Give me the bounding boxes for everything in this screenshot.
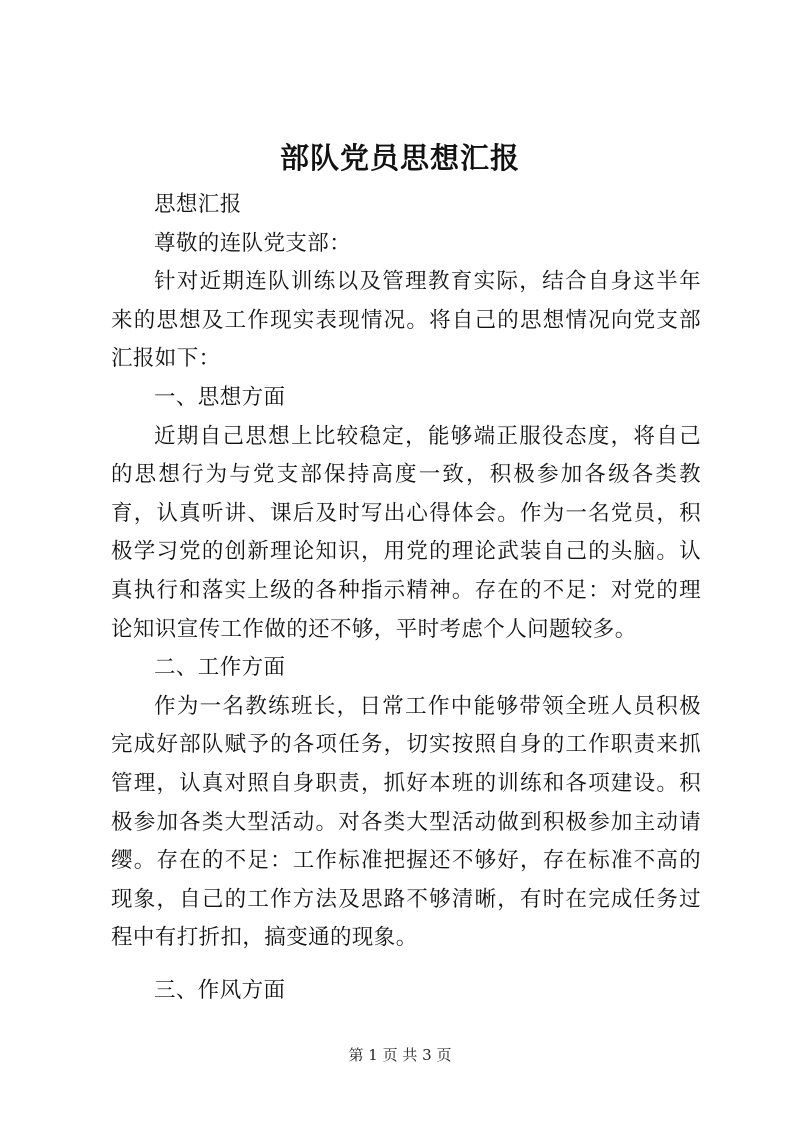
section-heading-work: 二、工作方面 <box>154 655 286 681</box>
paragraph-heading-report: 思想汇报 <box>154 192 242 217</box>
page-footer: 第 1 页 共 3 页 <box>348 1046 452 1064</box>
paragraph-salutation: 尊敬的连队党支部： <box>154 230 352 256</box>
paragraph-intro: 针对近期连队训练以及管理教育实际，结合自身这半年来的思想及工作现实表现情况。将自己的思想情况向党支部汇报如下： <box>111 269 701 372</box>
paragraph-thought: 近期自己思想上比较稳定，能够端正服役态度，将自己的思想行为与党支部保持高度一致，积极参加各级各类教育，认真听讲、课后及时写出心得体会。作为一名党员，积极学习党的创新理论知识，用党的理论武装自己的头脑。认真执行和落实上级的各种指示精神。存在的不足：对党的理论知识宣传工作做的还不够，平时考虑个人问题较多。 <box>111 423 701 642</box>
paragraph-work: 作为一名教练班长，日常工作中能够带领全班人员积极完成好部队赋予的各项任务，切实按照自身的工作职责来抓管理，认真对照自身职责，抓好本班的训练和各项建设。积极参加各类大型活动。对各类大型活动做到积极参加主动请缨。存在的不足：工作标准把握还不够好，存在标准不高的现象，自己的工作方法及思路不够清晰，有时在完成任务过程中有打折扣，搞变通的现象。 <box>111 693 701 951</box>
section-heading-style: 三、作风方面 <box>154 977 286 1003</box>
section-heading-thought: 一、思想方面 <box>154 384 286 410</box>
document-body <box>111 186 701 1010</box>
document-title: 部队党员思想汇报 <box>279 141 520 175</box>
